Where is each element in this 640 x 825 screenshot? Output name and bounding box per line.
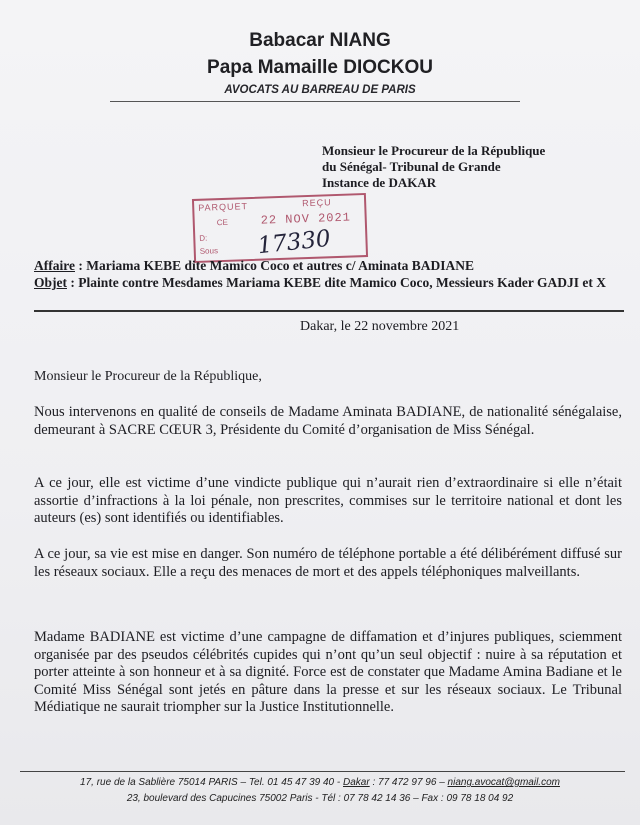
salutation: Monsieur le Procureur de la République, xyxy=(34,369,262,384)
recipient-block xyxy=(322,143,622,191)
paragraph: A ce jour, elle est victime d’une vindicte publique qui n’aurait rien d’extraordinaire si elle n’était assortie d’infractions à la loi pénale, non prescrites, commises sur le territoire national et dont les auteurs (es) sont identifiés ou identifiables. xyxy=(34,475,622,526)
objet-text: : Plainte contre Mesdames Mariama KEBE dite Mamico Coco, Messieurs Kader GADJI et X xyxy=(67,275,607,290)
recipient-line-1: Monsieur le Procureur de la République xyxy=(322,143,546,158)
objet-line xyxy=(34,275,624,291)
letter-date: Dakar, le 22 novembre 2021 xyxy=(300,319,460,334)
reception-stamp xyxy=(192,193,368,263)
recipient-line-3: Instance de DAKAR xyxy=(322,175,437,190)
stamp-parquet-text: PARQUET xyxy=(198,201,249,213)
footer-dakar-phone: : 77 472 97 96 – xyxy=(369,777,448,788)
objet-label: Objet xyxy=(34,275,67,290)
letterhead-divider xyxy=(110,101,520,102)
lawyer-name-1: Babacar NIANG xyxy=(249,30,391,51)
stamp-date: 22 NOV 2021 xyxy=(260,210,352,228)
stamp-sous-text: Sous xyxy=(199,246,219,256)
paragraph: A ce jour, sa vie est mise en danger. Son numéro de téléphone portable a été délibérément diffusé sur les réseaux sociaux. Elle a reçu des menaces de mort et des appels téléphoniques malveillants. xyxy=(34,546,622,580)
stamp-d-text: D: xyxy=(199,233,208,243)
footer-address-1: 17, rue de la Sablière 75014 PARIS – Tel. 01 45 47 39 40 - xyxy=(80,777,343,788)
stamp-ce-text: CE xyxy=(216,217,229,228)
stamp-received-text: REÇU xyxy=(301,197,332,209)
footer-line-1 xyxy=(0,777,640,788)
lawyer-name-2: Papa Mamaille DIOCKOU xyxy=(207,57,433,78)
paragraph: Nous intervenons en qualité de conseils de Madame Aminata BADIANE, de nationalité sénégalaise, demeurant à SACRE CŒUR 3, Présidente du Comité d’organisation de Miss Sénégal. xyxy=(34,404,622,438)
stamp-handwritten-number: 17330 xyxy=(256,225,332,260)
affaire-label: Affaire xyxy=(34,258,75,273)
subject-divider xyxy=(34,310,624,312)
paragraph: Madame BADIANE est victime d’une campagne de diffamation et d’injures publiques, sciemment organisée par des pseudos célébrités cupides qui n’ont qu’un seul objectif : nuire à sa réputation et porter atteinte à son honneur et à sa dignité. Force est de constater que Madame Amina Badiane et le Comité Miss Sénégal sont jetés en pâture dans la presse et sur les réseaux sociaux. Le Tribunal Médiatique ne saurait triompher sur la Justice Institutionnelle. xyxy=(34,629,622,715)
affaire-text: : Mariama KEBE dite Mamico Coco et autres c/ Aminata BADIANE xyxy=(74,258,475,273)
affaire-line xyxy=(34,258,624,274)
footer-divider xyxy=(20,771,625,772)
footer-dakar-label: Dakar xyxy=(343,777,370,788)
footer-line-2: 23, boulevard des Capucines 75002 Paris - Tél : 07 78 42 14 36 – Fax : 09 78 18 04 92 xyxy=(126,793,514,804)
letterhead-subtitle: AVOCATS AU BARREAU DE PARIS xyxy=(224,84,416,96)
recipient-line-2: du Sénégal- Tribunal de Grande xyxy=(322,159,501,174)
footer-email-link[interactable]: niang.avocat@gmail.com xyxy=(447,777,560,788)
